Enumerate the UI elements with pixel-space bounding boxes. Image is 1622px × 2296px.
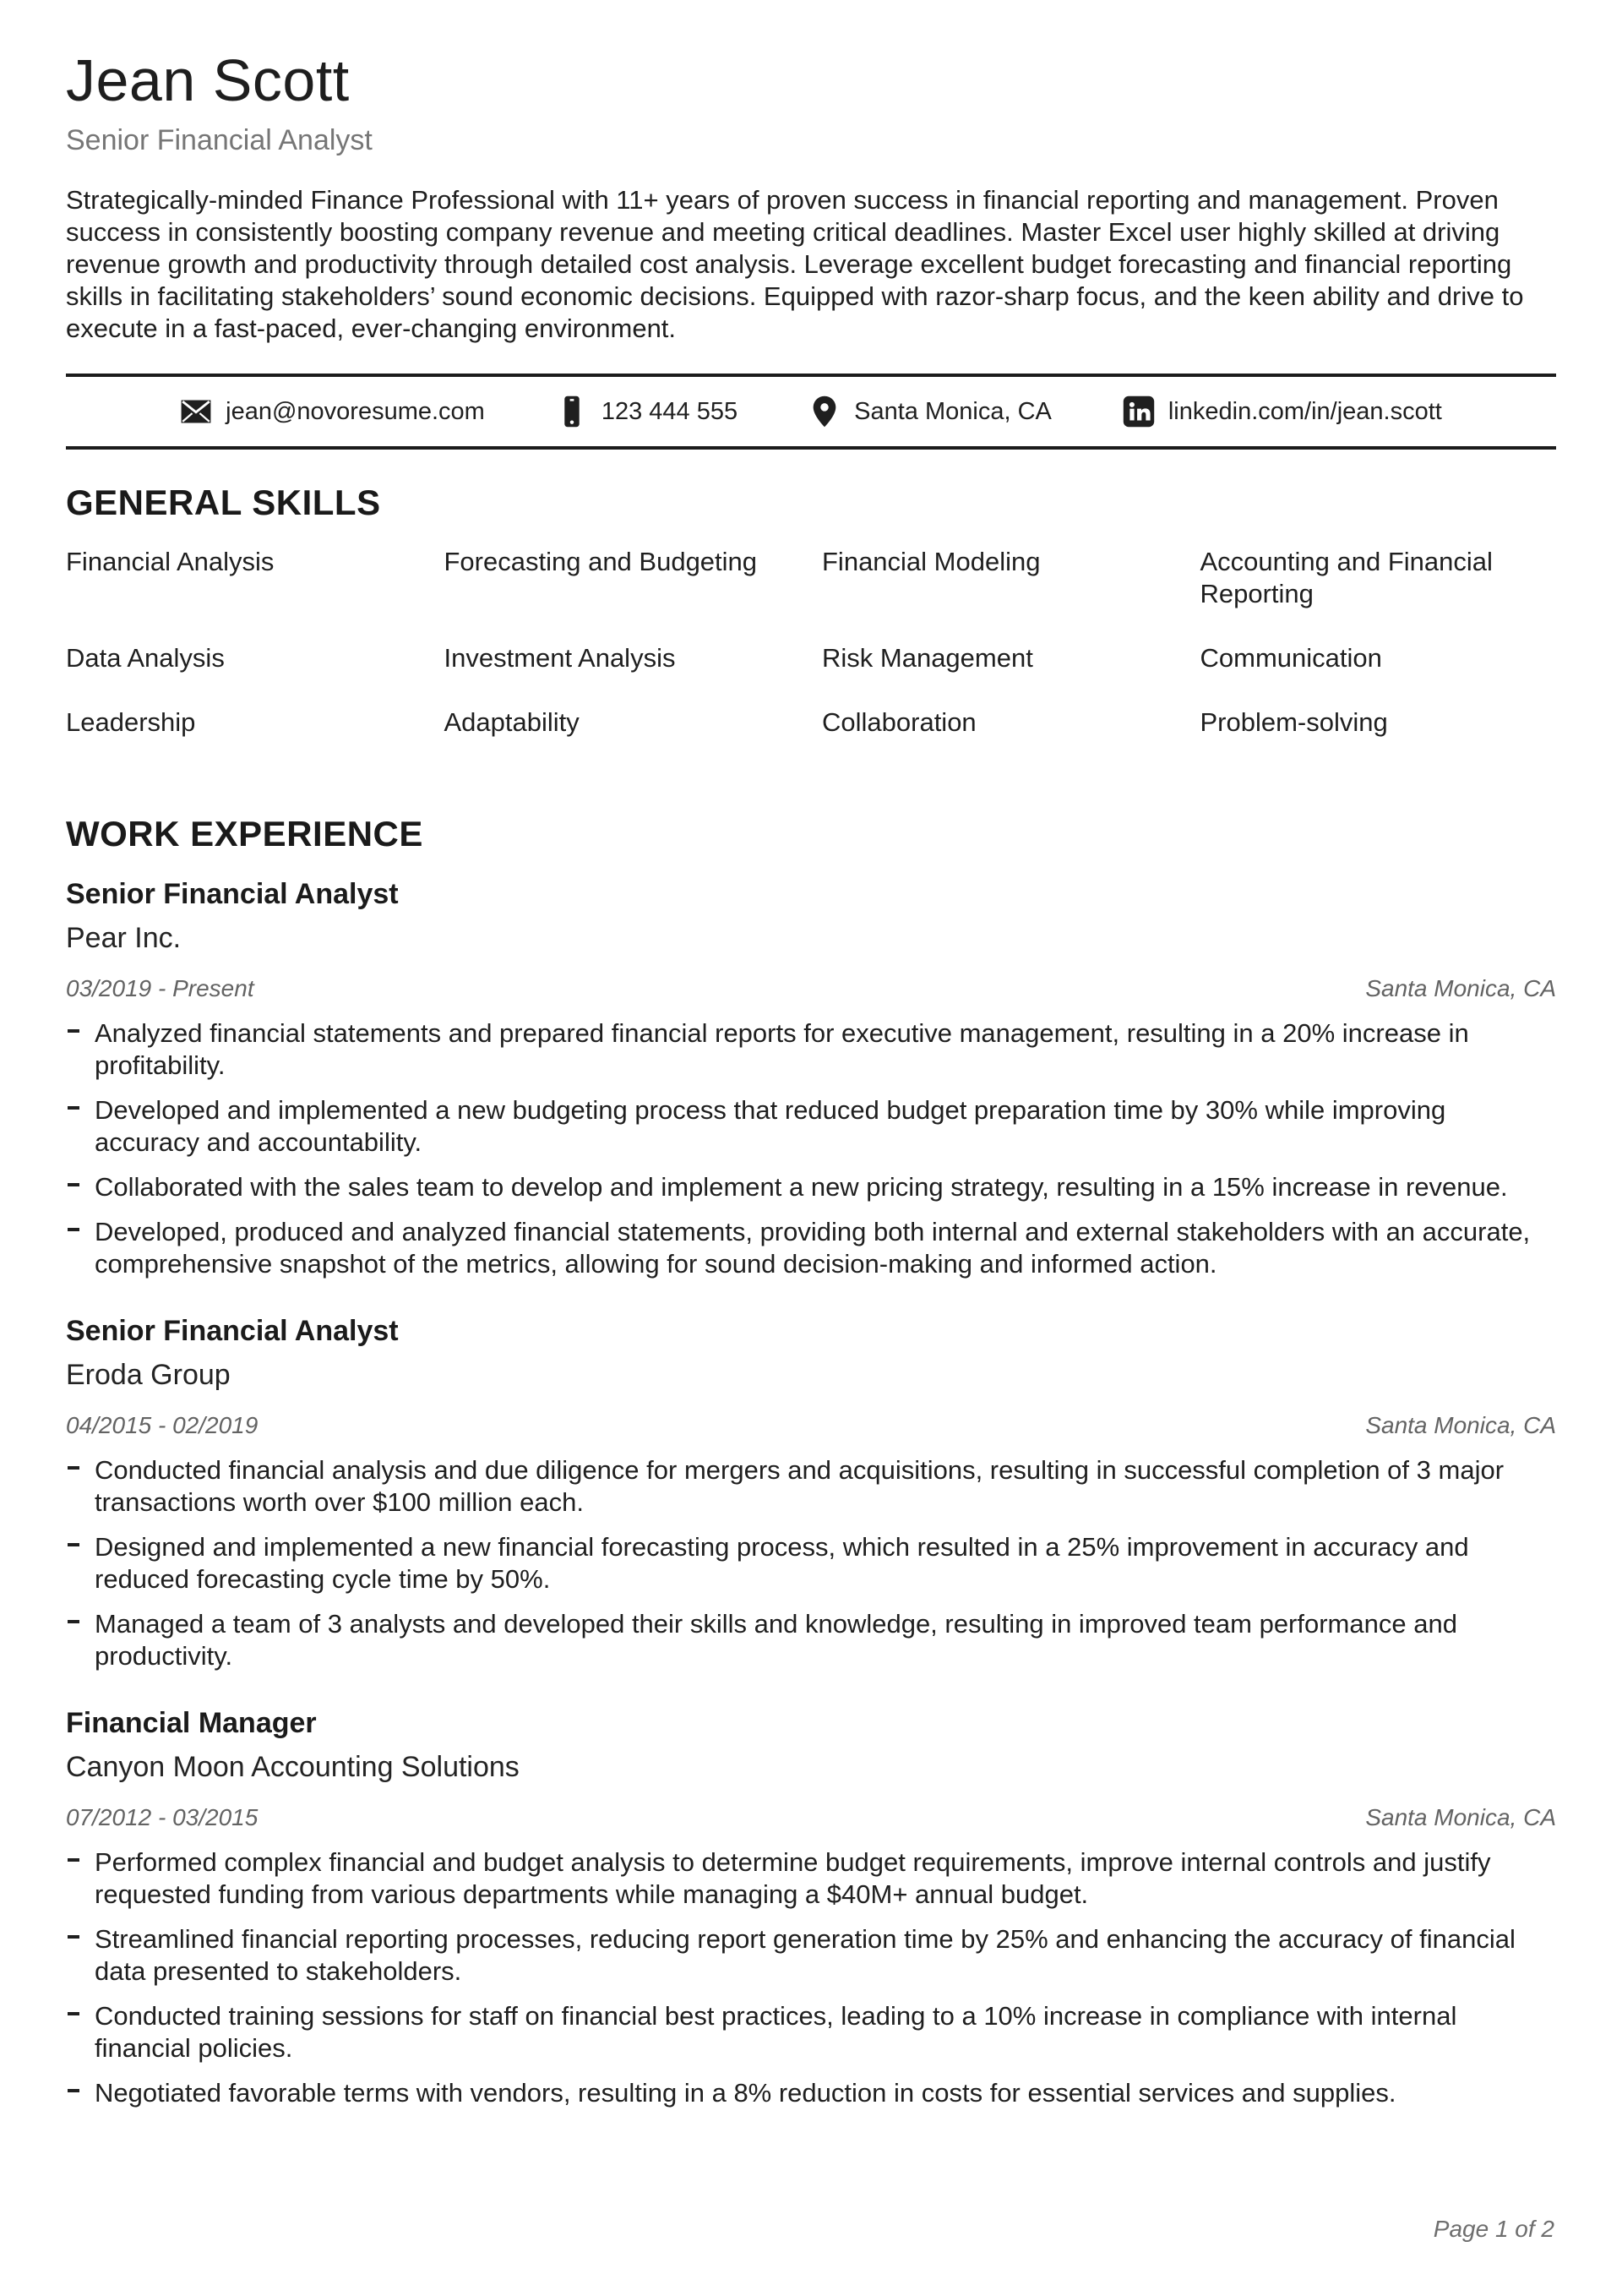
profile-summary: Strategically-minded Finance Professional with 11+ years of proven success in financial reporting and management. Proven success in consistently boosting company revenue and meeting critical deadlines. Master Excel user highly skilled at driving revenue growth and productivity through detailed cost analysis. Leverage excellent budget forecasting and financial reporting skills in facilitating stakeholders’ sound economic decisions. Equipped with razor-sharp focus, and the keen ability and drive to execute in a fast-paced, ever-changing environment.: [66, 185, 1524, 343]
email-icon: [180, 395, 212, 428]
skill-item: Collaboration: [822, 707, 977, 737]
job-location: Santa Monica, CA: [1365, 975, 1556, 1001]
skills-grid: [66, 546, 1556, 739]
bullet-item: Developed, produced and analyzed financial statements, providing both internal and external stakeholders with an accurate, comprehensive snapshot of the metrics, allowing for sound decision-making and informed action.: [66, 1216, 1556, 1280]
contact-location-text: Santa Monica, CA: [854, 397, 1052, 425]
skill-item: Problem-solving: [1200, 707, 1388, 737]
bullet-item: Negotiated favorable terms with vendors, resulting in a 8% reduction in costs for essential services and supplies.: [66, 2077, 1556, 2109]
page-number-indicator: Page 1 of 2: [1433, 2216, 1554, 2242]
job-meta-row: [66, 1412, 1556, 1439]
experience-section: [66, 815, 1556, 2109]
contact-email-text: jean@novoresume.com: [226, 397, 485, 425]
phone-icon: [556, 395, 588, 428]
job-dates: 07/2012 - 03/2015: [66, 1804, 259, 1830]
job-bullet-list: [66, 1017, 1556, 1280]
location-pin-icon: [808, 395, 841, 428]
candidate-job-title: Senior Financial Analyst: [66, 124, 373, 156]
job-block: [66, 1314, 1556, 1672]
job-meta-row: [66, 975, 1556, 1002]
bullet-item: Conducted financial analysis and due diligence for mergers and acquisitions, resulting in successful completion of 3 major transactions worth over $100 million each.: [66, 1454, 1556, 1519]
contact-bar: [66, 374, 1556, 450]
skill-item: Data Analysis: [66, 643, 225, 673]
job-dates: 04/2015 - 02/2019: [66, 1412, 259, 1438]
bullet-item: Analyzed financial statements and prepared financial reports for executive management, resulting in a 20% increase in profitability.: [66, 1017, 1556, 1082]
contact-item-location: [808, 395, 1052, 428]
experience-section-heading: WORK EXPERIENCE: [66, 814, 423, 854]
candidate-name: Jean Scott: [66, 47, 350, 113]
contact-item-email: [180, 395, 485, 428]
job-title: Senior Financial Analyst: [66, 878, 399, 910]
job-title: Senior Financial Analyst: [66, 1315, 399, 1347]
contact-item-phone: [556, 395, 738, 428]
bullet-item: Developed and implemented a new budgeting process that reduced budget preparation time by 30% while improving accuracy and accountability.: [66, 1094, 1556, 1159]
skill-item: Forecasting and Budgeting: [444, 547, 758, 576]
skill-item: Risk Management: [822, 643, 1033, 673]
job-block: [66, 877, 1556, 1280]
skill-item: Financial Modeling: [822, 547, 1041, 576]
job-bullet-list: [66, 1454, 1556, 1672]
bullet-item: Streamlined financial reporting processes, reducing report generation time by 25% and enhancing the accuracy of financial data presented to stakeholders.: [66, 1923, 1556, 1988]
skill-item: Financial Analysis: [66, 547, 275, 576]
job-bullet-list: [66, 1846, 1556, 2109]
skills-section: [66, 483, 1556, 739]
skill-item: Communication: [1200, 643, 1382, 673]
bullet-item: Collaborated with the sales team to develop and implement a new pricing strategy, resulting in a 15% increase in revenue.: [66, 1171, 1556, 1203]
resume-header: [66, 49, 1556, 345]
bullet-item: Performed complex financial and budget analysis to determine budget requirements, improve internal controls and justify requested funding from various departments while managing a $40M+ annual budget.: [66, 1846, 1556, 1911]
job-location: Santa Monica, CA: [1365, 1804, 1556, 1830]
job-company: Canyon Moon Accounting Solutions: [66, 1751, 520, 1783]
bullet-item: Designed and implemented a new financial forecasting process, which resulted in a 25% improvement in accuracy and reduced forecasting cycle time by 50%.: [66, 1531, 1556, 1595]
contact-phone-text: 123 444 555: [601, 397, 738, 425]
job-title: Financial Manager: [66, 1707, 317, 1739]
job-meta-row: [66, 1804, 1556, 1831]
bullet-item: Conducted training sessions for staff on financial best practices, leading to a 10% increase in compliance with internal financial policies.: [66, 2000, 1556, 2064]
skill-item: Investment Analysis: [444, 643, 676, 673]
job-company: Pear Inc.: [66, 922, 182, 954]
bullet-item: Managed a team of 3 analysts and developed their skills and knowledge, resulting in improved team performance and productivity.: [66, 1608, 1556, 1672]
contact-linkedin-text: linkedin.com/in/jean.scott: [1168, 397, 1442, 425]
skill-item: Leadership: [66, 707, 196, 737]
skill-item: Adaptability: [444, 707, 580, 737]
job-dates: 03/2019 - Present: [66, 975, 254, 1001]
job-location: Santa Monica, CA: [1365, 1412, 1556, 1438]
skills-section-heading: GENERAL SKILLS: [66, 483, 381, 522]
job-block: [66, 1706, 1556, 2109]
linkedin-icon: [1123, 395, 1155, 428]
skill-item: Accounting and Financial Reporting: [1200, 547, 1493, 608]
job-company: Eroda Group: [66, 1359, 231, 1391]
contact-item-linkedin: [1123, 395, 1442, 428]
